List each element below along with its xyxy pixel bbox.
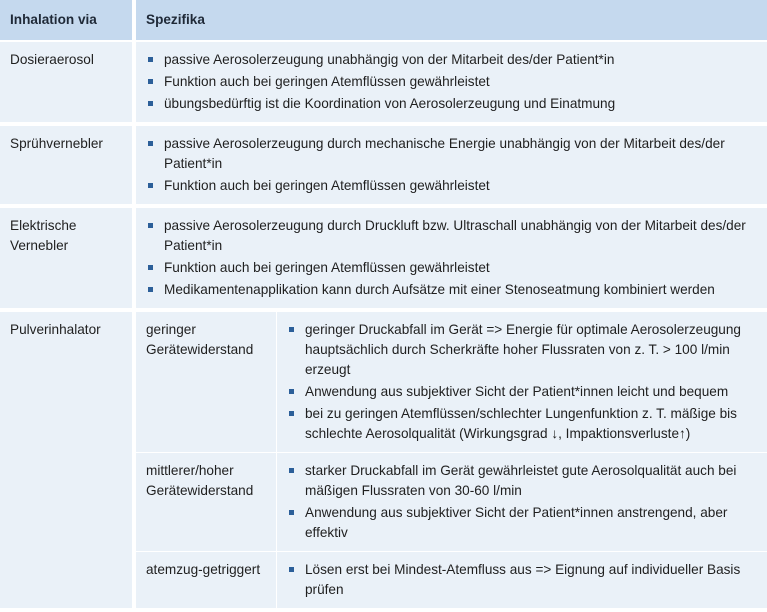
list-item: bei zu geringen Atemflüssen/schlechter Lungenfunktion z. T. mäßige bis schlechte Aerosolqualität (Wirkungsgrad ↓, Impaktionsverluste↑) [287,404,757,444]
table-row [0,312,767,608]
row-subtable-cell [136,312,767,608]
subtable-row [136,312,767,453]
subrow-label: atemzug-getriggert [136,552,277,608]
row-spec [136,42,767,126]
subrow-label: mittlerer/hoher Gerätewiderstand [136,453,277,552]
list-item: übungsbedürftig ist die Koordination von Aerosolerzeugung und Einatmung [146,94,757,114]
row-label: Elektrische Vernebler [0,208,136,312]
table-row [0,208,767,312]
header-spezifika: Spezifika [136,0,767,42]
list-item: Funktion auch bei geringen Atemflüssen gewährleistet [146,72,757,92]
subrow-spec [277,552,767,608]
table-header-row [0,0,767,42]
subrow-label: geringer Gerätewiderstand [136,312,277,453]
list-item: passive Aerosolerzeugung unabhängig von der Mitarbeit des/der Patient*in [146,50,757,70]
subtable-row [136,552,767,608]
list-item: Funktion auch bei geringen Atemflüssen gewährleistet [146,176,757,196]
table-row [0,42,767,126]
row-spec [136,208,767,312]
subrow-spec [277,453,767,552]
header-inhalation-via: Inhalation via [0,0,136,42]
list-item: Anwendung aus subjektiver Sicht der Patient*innen leicht und bequem [287,382,757,402]
table-row [0,126,767,208]
list-item: Medikamentenapplikation kann durch Aufsätze mit einer Stenoseatmung kombiniert werden [146,280,757,300]
pulverinhalator-subtable [136,312,767,608]
list-item: geringer Druckabfall im Gerät => Energie für optimale Aerosolerzeugung hauptsächlich durch Scherkräfte hoher Flussraten von z. T. > 100 l/min erzeugt [287,320,757,380]
subrow-spec [277,312,767,453]
row-label: Dosieraerosol [0,42,136,126]
row-label: Sprühvernebler [0,126,136,208]
list-item: Funktion auch bei geringen Atemflüssen gewährleistet [146,258,757,278]
list-item: Anwendung aus subjektiver Sicht der Patient*innen anstrengend, aber effektiv [287,503,757,543]
list-item: passive Aerosolerzeugung durch Druckluft bzw. Ultraschall unabhängig von der Mitarbeit des/der Patient*in [146,216,757,256]
list-item: passive Aerosolerzeugung durch mechanische Energie unabhängig von der Mitarbeit des/der Patient*in [146,134,757,174]
row-spec [136,126,767,208]
subtable-row [136,453,767,552]
row-label: Pulverinhalator [0,312,136,608]
list-item: Lösen erst bei Mindest-Atemfluss aus => Eignung auf individueller Basis prüfen [287,560,757,600]
list-item: starker Druckabfall im Gerät gewährleistet gute Aerosolqualität auch bei mäßigen Flussraten von 30-60 l/min [287,461,757,501]
